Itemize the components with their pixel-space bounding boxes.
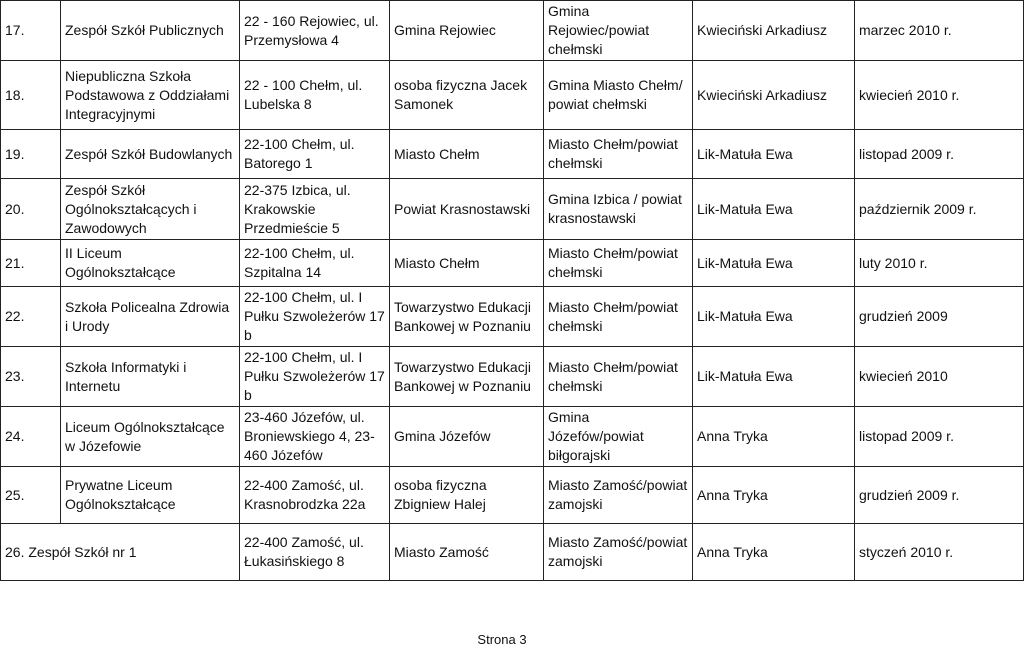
table-row: [1, 287, 1024, 347]
school-address: 22-400 Zamość, ul. Krasnobrodzka 22a: [240, 467, 390, 524]
school-address: 22-100 Chełm, ul. I Pułku Szwoleżerów 17 b: [240, 347, 390, 407]
row-number: 22.: [1, 287, 61, 347]
date-cell: październik 2009 r.: [855, 179, 1024, 240]
school-owner: Miasto Chełm: [390, 130, 544, 179]
table-row: [1, 407, 1024, 467]
row-number: 18.: [1, 61, 61, 130]
row-number: 19.: [1, 130, 61, 179]
row-number: 24.: [1, 407, 61, 467]
author-name: Kwieciński Arkadiusz: [693, 61, 855, 130]
school-address: 22-100 Chełm, ul. Szpitalna 14: [240, 240, 390, 287]
date-cell: listopad 2009 r.: [855, 130, 1024, 179]
school-owner: Towarzystwo Edukacji Bankowej w Poznaniu: [390, 287, 544, 347]
table-row: [1, 347, 1024, 407]
school-name: Zespół Szkół Ogólnokształcących i Zawodowych: [61, 179, 240, 240]
table-row: [1, 1, 1024, 61]
school-owner: osoba fizyczna Jacek Samonek: [390, 61, 544, 130]
date-cell: luty 2010 r.: [855, 240, 1024, 287]
author-name: Anna Tryka: [693, 407, 855, 467]
date-cell: grudzień 2009: [855, 287, 1024, 347]
school-owner: Towarzystwo Edukacji Bankowej w Poznaniu: [390, 347, 544, 407]
page-number-label: Strona 3: [477, 632, 527, 647]
author-name: Kwieciński Arkadiusz: [693, 1, 855, 61]
school-address: 22-100 Chełm, ul. I Pułku Szwoleżerów 17 b: [240, 287, 390, 347]
administrative-area: Miasto Chełm/powiat chełmski: [544, 130, 693, 179]
school-owner: Gmina Józefów: [390, 407, 544, 467]
school-address: 22 - 160 Rejowiec, ul. Przemysłowa 4: [240, 1, 390, 61]
table-row: [1, 179, 1024, 240]
administrative-area: Miasto Chełm/powiat chełmski: [544, 240, 693, 287]
administrative-area: Gmina Rejowiec/powiat chełmski: [544, 1, 693, 61]
school-name: Niepubliczna Szkoła Podstawowa z Oddziałami Integracyjnymi: [61, 61, 240, 130]
table-row: [1, 240, 1024, 287]
school-address: 22-100 Chełm, ul. Batorego 1: [240, 130, 390, 179]
table-row: [1, 61, 1024, 130]
author-name: Lik-Matuła Ewa: [693, 130, 855, 179]
school-owner: Miasto Zamość: [390, 524, 544, 581]
author-name: Anna Tryka: [693, 524, 855, 581]
row-number: 20.: [1, 179, 61, 240]
date-cell: marzec 2010 r.: [855, 1, 1024, 61]
school-owner: Powiat Krasnostawski: [390, 179, 544, 240]
school-name: II Liceum Ogólnokształcące: [61, 240, 240, 287]
row-number: 23.: [1, 347, 61, 407]
table-row: [1, 467, 1024, 524]
administrative-area: Miasto Chełm/powiat chełmski: [544, 287, 693, 347]
school-address: 22-400 Zamość, ul. Łukasińskiego 8: [240, 524, 390, 581]
school-name: Szkoła Informatyki i Internetu: [61, 347, 240, 407]
school-address: 23-460 Józefów, ul. Broniewskiego 4, 23-460 Józefów: [240, 407, 390, 467]
school-name: Zespół Szkół Budowlanych: [61, 130, 240, 179]
row-number: 21.: [1, 240, 61, 287]
date-cell: kwiecień 2010 r.: [855, 61, 1024, 130]
school-name: Zespół Szkół Publicznych: [61, 1, 240, 61]
school-address: 22 - 100 Chełm, ul. Lubelska 8: [240, 61, 390, 130]
date-cell: kwiecień 2010: [855, 347, 1024, 407]
administrative-area: Gmina Miasto Chełm/ powiat chełmski: [544, 61, 693, 130]
school-name: Prywatne Liceum Ogólnokształcące: [61, 467, 240, 524]
table-row: [1, 524, 1024, 581]
author-name: Lik-Matuła Ewa: [693, 240, 855, 287]
author-name: Lik-Matuła Ewa: [693, 179, 855, 240]
date-cell: styczeń 2010 r.: [855, 524, 1024, 581]
school-owner: osoba fizyczna Zbigniew Halej: [390, 467, 544, 524]
author-name: Anna Tryka: [693, 467, 855, 524]
date-cell: grudzień 2009 r.: [855, 467, 1024, 524]
school-owner: Gmina Rejowiec: [390, 1, 544, 61]
date-cell: listopad 2009 r.: [855, 407, 1024, 467]
administrative-area: Miasto Zamość/powiat zamojski: [544, 524, 693, 581]
administrative-area: Miasto Chełm/powiat chełmski: [544, 347, 693, 407]
author-name: Lik-Matuła Ewa: [693, 347, 855, 407]
row-number-and-school: 26. Zespół Szkół nr 1: [1, 524, 240, 581]
administrative-area: Gmina Józefów/powiat biłgorajski: [544, 407, 693, 467]
row-number: 17.: [1, 1, 61, 61]
row-number: 25.: [1, 467, 61, 524]
school-name: Szkoła Policealna Zdrowia i Urody: [61, 287, 240, 347]
table-row: [1, 130, 1024, 179]
school-owner: Miasto Chełm: [390, 240, 544, 287]
administrative-area: Gmina Izbica / powiat krasnostawski: [544, 179, 693, 240]
page-footer: [0, 632, 960, 647]
administrative-area: Miasto Zamość/powiat zamojski: [544, 467, 693, 524]
author-name: Lik-Matuła Ewa: [693, 287, 855, 347]
school-name: Liceum Ogólnokształcące w Józefowie: [61, 407, 240, 467]
school-address: 22-375 Izbica, ul. Krakowskie Przedmieście 5: [240, 179, 390, 240]
